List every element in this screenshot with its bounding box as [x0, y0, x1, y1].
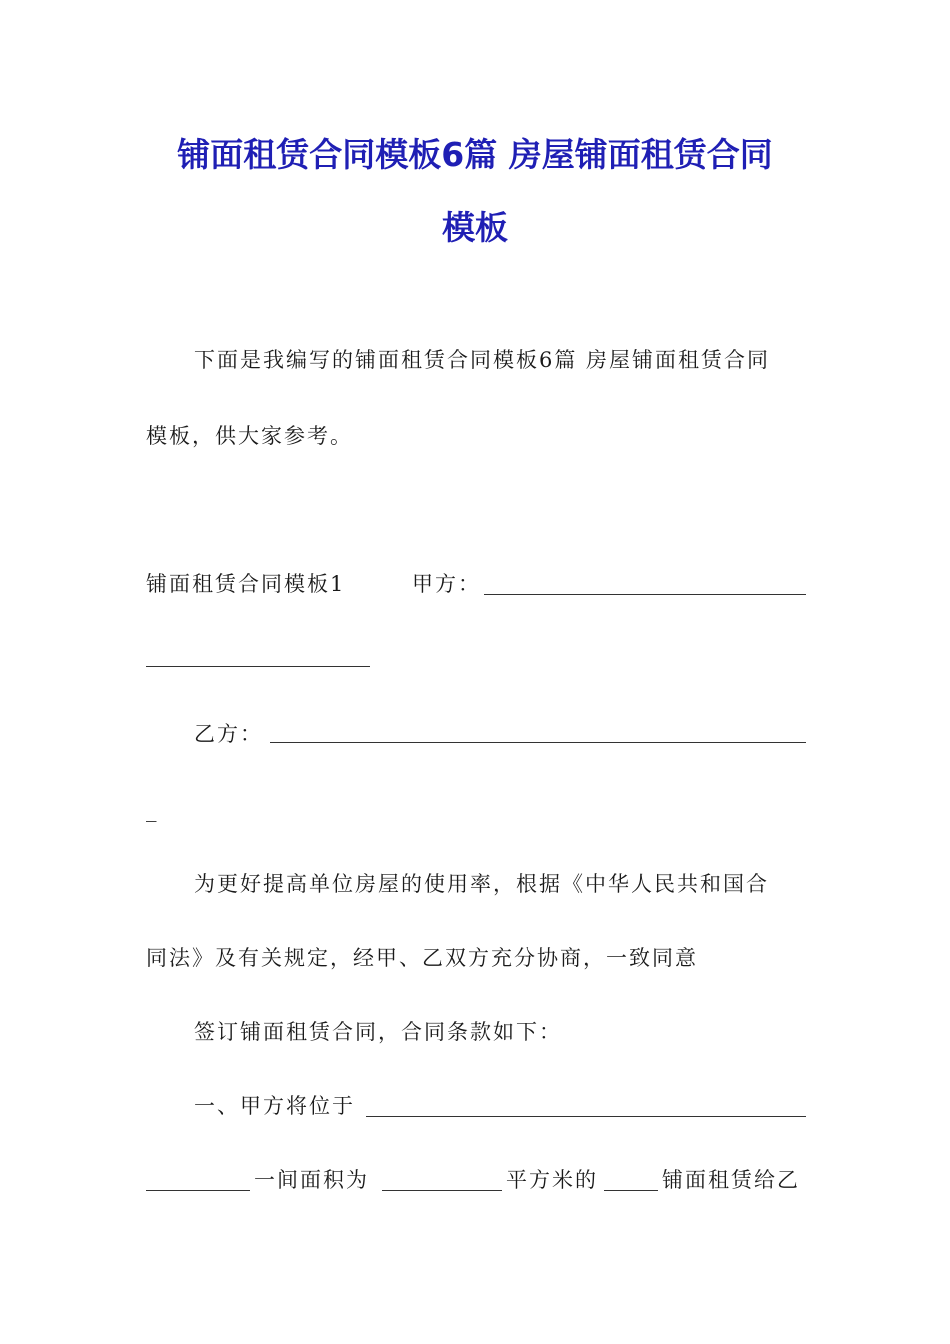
paragraph-1-line-2: 同法》及有关规定，经甲、乙双方充分协商，一致同意	[146, 946, 698, 970]
intro-line-2: 模板，供大家参考。	[146, 424, 353, 448]
clause-1-area-blank	[382, 1190, 502, 1191]
party-a-blank	[484, 594, 806, 595]
party-b-label: 乙方：	[194, 722, 263, 746]
party-a-label: 甲方：	[412, 572, 481, 596]
clause-1-end: 铺面租赁给乙	[662, 1168, 800, 1192]
title-line-2: 模板	[442, 208, 508, 247]
clause-1-type-blank	[604, 1190, 658, 1191]
clause-1-location-blank-continued	[146, 1190, 250, 1191]
clause-1-location-blank	[366, 1116, 806, 1117]
title-line-1: 铺面租赁合同模板6篇 房屋铺面租赁合同	[177, 135, 773, 174]
paragraph-1-line-1: 为更好提高单位房屋的使用率，根据《中华人民共和国合	[194, 872, 769, 896]
party-b-blank	[270, 742, 806, 743]
paragraph-2: 签订铺面租赁合同，合同条款如下：	[194, 1020, 562, 1044]
clause-1-area-label: 一间面积为	[254, 1168, 369, 1192]
clause-1-start: 一、甲方将位于	[194, 1094, 355, 1118]
intro-line-1: 下面是我编写的铺面租赁合同模板6篇 房屋铺面租赁合同	[194, 348, 771, 372]
contract-heading: 铺面租赁合同模板1	[146, 572, 346, 596]
party-b-blank-end: _	[146, 798, 159, 822]
clause-1-unit-label: 平方米的	[506, 1168, 598, 1192]
party-a-blank-continued	[146, 666, 370, 667]
